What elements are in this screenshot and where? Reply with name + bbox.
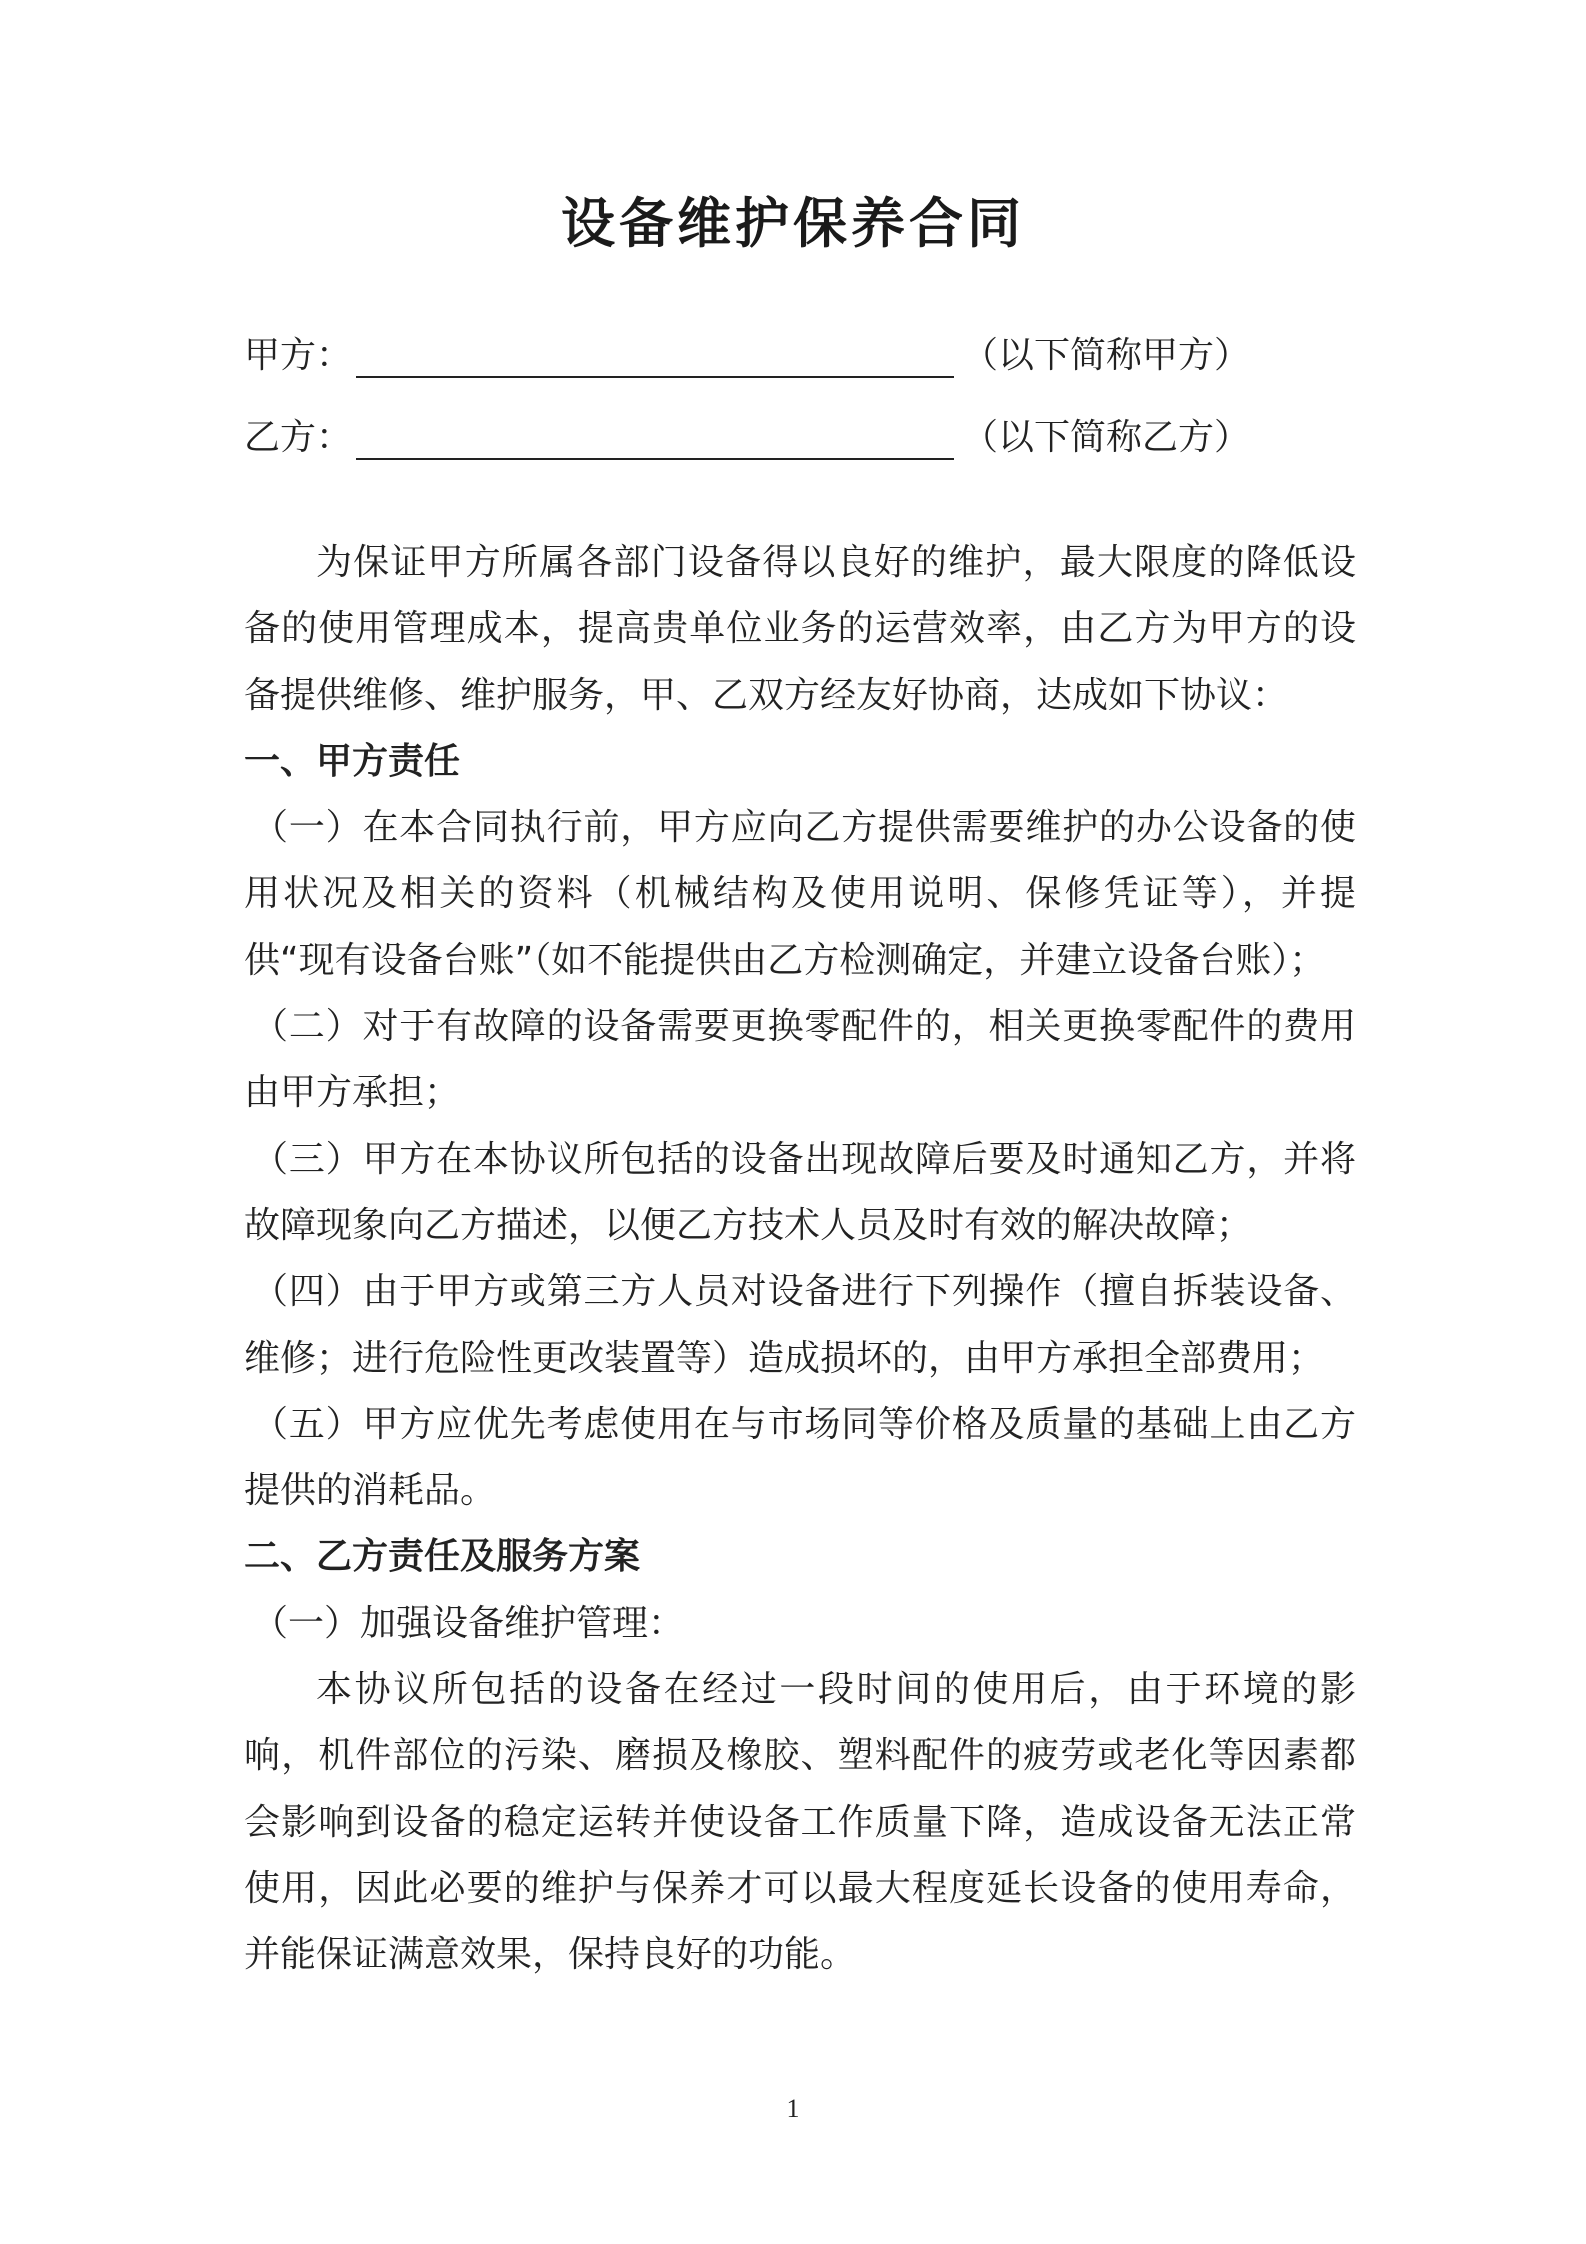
party-b-suffix: （以下简称乙方） bbox=[962, 417, 1251, 458]
party-a-label: 甲方： bbox=[244, 335, 353, 376]
intro-paragraph: 为保证甲方所属各部门设备得以良好的维护，最大限度的降低设备的使用管理成本，提高贵单位业务的运营效率，由乙方为甲方的设备提供维修、维护服务，甲、乙双方经友好协商，达成如下协议： bbox=[244, 542, 1356, 716]
page-number: 1 bbox=[786, 2094, 800, 2123]
clause-a1: （一）在本合同执行前，甲方应向乙方提供需要维护的办公设备的使用状况及相关的资料（机械结构及使用说明、保修凭证等），并提供“现有设备台账”（如不能提供由乙方检测确定，并建立设备台账）； bbox=[244, 807, 1356, 981]
clause-a2: （二）对于有故障的设备需要更换零配件的，相关更换零配件的费用由甲方承担； bbox=[244, 1006, 1356, 1114]
contract-body bbox=[244, 530, 1356, 1989]
clause-a3: （三）甲方在本协议所包括的设备出现故障后要及时通知乙方，并将故障现象向乙方描述，以便乙方技术人员及时有效的解决故障； bbox=[244, 1138, 1356, 1246]
party-a-suffix: （以下简称甲方） bbox=[962, 335, 1251, 376]
document-title: 设备维护保养合同 bbox=[561, 192, 1025, 255]
party-b-label: 乙方： bbox=[244, 417, 353, 458]
section-heading-party-b-duties: 二、乙方责任及服务方案 bbox=[244, 1536, 641, 1578]
clause-a4: （四）由于甲方或第三方人员对设备进行下列操作（擅自拆装设备、维修；进行危险性更改装置等）造成损坏的，由甲方承担全部费用； bbox=[244, 1271, 1356, 1379]
sub-heading-maintenance: （一）加强设备维护管理： bbox=[252, 1602, 685, 1644]
maintenance-paragraph: 本协议所包括的设备在经过一段时间的使用后，由于环境的影响，机件部位的污染、磨损及橡胶、塑料配件的疲劳或老化等因素都会影响到设备的稳定运转并使设备工作质量下降，造成设备无法正常使用，因此必要的维护与保养才可以最大程度延长设备的使用寿命，并能保证满意效果，保持良好的功能。 bbox=[244, 1669, 1356, 1976]
party-a-blank-line bbox=[356, 376, 954, 378]
clause-a5: （五）甲方应优先考虑使用在与市场同等价格及质量的基础上由乙方提供的消耗品。 bbox=[244, 1403, 1356, 1512]
party-b-blank-line bbox=[356, 458, 954, 460]
section-heading-party-a-duties: 一、甲方责任 bbox=[244, 740, 461, 782]
